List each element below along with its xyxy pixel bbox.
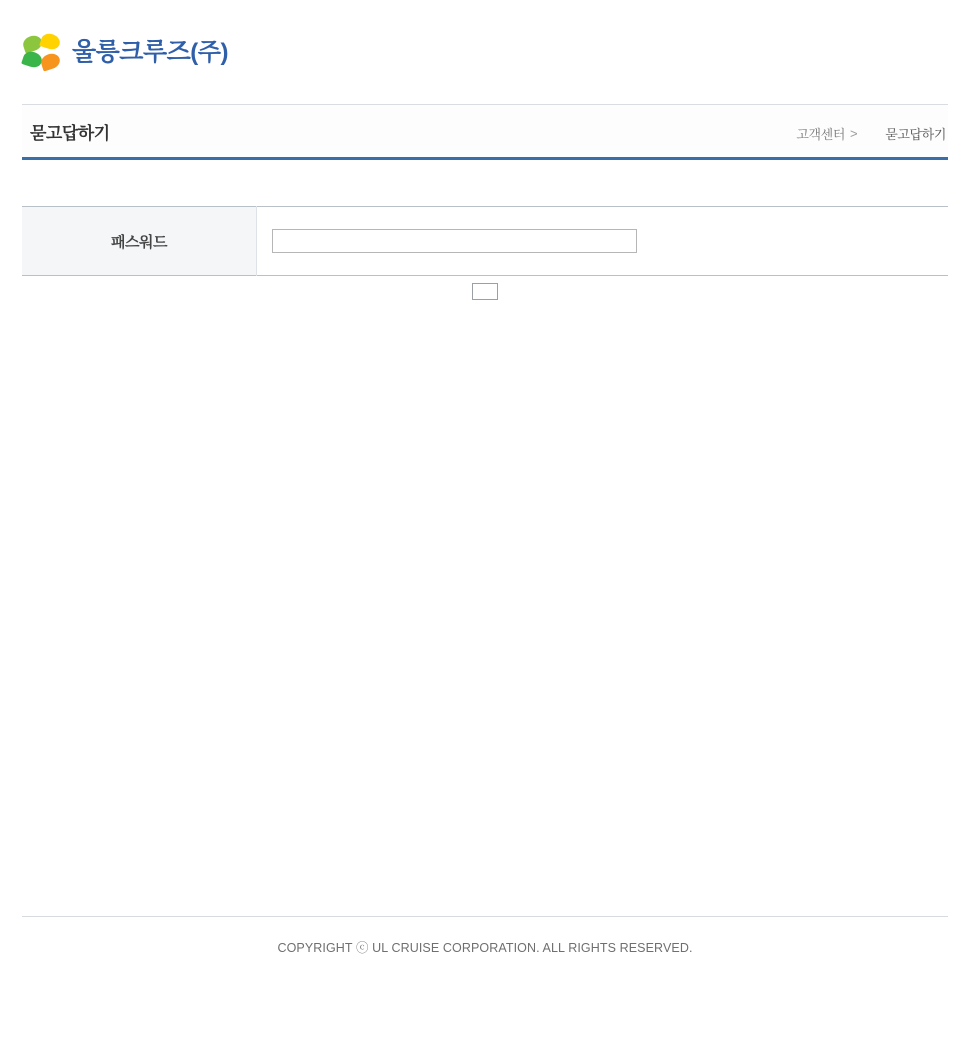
- breadcrumb: [796, 124, 946, 143]
- site-logo[interactable]: [22, 29, 228, 75]
- password-input[interactable]: [272, 229, 637, 253]
- site-header: [0, 0, 970, 104]
- logo-text-main: 울릉크루즈: [72, 37, 191, 66]
- form-actions: [22, 283, 948, 304]
- main-content: [22, 160, 948, 304]
- table-row: [22, 207, 948, 276]
- pinwheel-flower-logo-icon: [22, 32, 62, 72]
- page-title: 묻고답하기: [30, 124, 110, 143]
- site-footer: [22, 916, 948, 956]
- breadcrumb-parent[interactable]: 고객센터: [796, 127, 845, 142]
- password-field-cell: [257, 207, 949, 276]
- confirm-button[interactable]: [472, 283, 498, 300]
- breadcrumb-current: 묻고답하기: [885, 127, 946, 142]
- logo-text: [72, 37, 228, 66]
- logo-text-sub: (주): [190, 38, 228, 66]
- breadcrumb-separator-icon: >: [850, 126, 858, 141]
- page-titlebar: [22, 104, 948, 160]
- copyright-text: COPYRIGHT ⓒ UL CRUISE CORPORATION. ALL RIGHTS RESERVED.: [277, 941, 693, 955]
- password-form-table: [22, 206, 948, 276]
- password-label: 패스워드: [22, 207, 257, 276]
